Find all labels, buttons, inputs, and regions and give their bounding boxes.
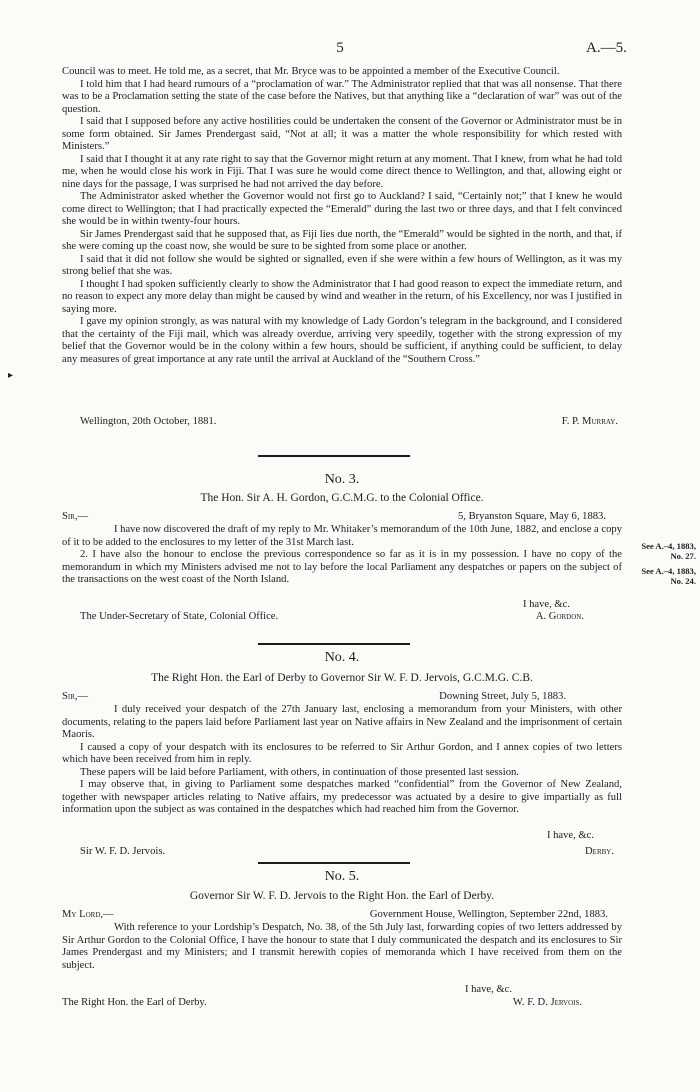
letter-title-no4: The Right Hon. the Earl of Derby to Governor Sir W. F. D. Jervois, G.C.M.G. C.B. [151, 672, 533, 684]
salutation: Sir,— [62, 511, 89, 522]
paragraph: I said that I thought it at any rate right to say that the Governor might return at any moment. That I knew, from what he had told me, when he would close his work in Fiji. That I was sure he would come direct thence to Wellington, and that, allowing eight or nine days for the passage, I was surprised he had not arrived the day before. [62, 153, 622, 190]
paragraph: I gave my opinion strongly, as was natural with my knowledge of Lady Gordon’s telegram in the background, and I considered that the certainty of the Fiji mail, which was already overdue, arriving very speedily, together with the strong expression of my belief that the Governor would be in the colony within a few hours, should be sufficient, if anything could be sufficient, to delay any measures of great importance at any rate until the arrival at Auckland of the “Southern Cross.” [62, 316, 622, 365]
paragraph: With reference to your Lordship’s Despatch, No. 38, of the 5th July last, forwarding copies of two letters addressed by Sir Arthur Gordon to the Colonial Office, I have the honour to state that I duly communicated the despatch and its enclosures to Sir James Prendergast and my Ministers; and I transmit herewith copies of memoranda which I have received from them on the subject. [62, 922, 622, 971]
closing: I have, &c. [464, 984, 512, 995]
letter-body-no5 [62, 922, 622, 972]
signature: F. P. Murray. [561, 416, 618, 427]
letter-body-no3 [62, 524, 622, 587]
salutation-address [62, 511, 622, 524]
paragraph: I have now discovered the draft of my reply to Mr. Whitaker’s memorandum of the 10th June, 1882, and enclose a copy of it to be added to the enclosures to my letter of the 31st March last. [62, 524, 622, 548]
paragraph: Council was to meet. He told me, as a secret, that Mr. Bryce was to be appointed a member of the Executive Council. [62, 66, 560, 77]
signoff-no4 [62, 846, 622, 859]
paragraph: I duly received your despatch of the 27th January last, enclosing a memorandum from your Ministers, with other documents, relating to the papers laid before Parliament last year on Native affairs in New Zealand and the imprisonment of certain Maoris. [62, 704, 622, 740]
paragraph: The Administrator asked whether the Governor would not first go to Auckland? I said, “Certainly not;” that I knew he would come direct to Wellington; that I had practically expected the “Emerald” during the last two or three days, and that I felt convinced she would be in within twenty-four hours. [62, 191, 622, 227]
paragraph: I thought I had spoken sufficiently clearly to show the Administrator that I had good reason to expect the immediate return, and no reason to expect any more delay than might be caused by wind and weather in the return, of his Excellency, nor was I justified in saying more. [62, 278, 622, 315]
recipient: Sir W. F. D. Jervois. [80, 846, 166, 857]
paragraph: I said that it did not follow she would be sighted or signalled, even if she were within a few hours of Wellington, as it was my strong belief that she was. [62, 253, 622, 277]
section-heading-no4: No. 4. [324, 650, 360, 665]
salutation-address [62, 691, 622, 704]
section-divider [258, 862, 410, 864]
margin-mark-icon: ▸ [8, 370, 14, 381]
signature: Derby. [585, 846, 614, 857]
margin-reference-1: See A.–4, 1883, No. 27. [641, 541, 696, 561]
section-divider [258, 455, 410, 457]
recipient: The Right Hon. the Earl of Derby. [62, 997, 207, 1008]
intro-text [62, 66, 622, 366]
paragraph: I told him that I had heard rumours of a “proclamation of war.” The Administrator replied that that was all nonsense. That there was to be a Proclamation setting the state of the case before the Natives, but that anything like a “declaration of war” was out of the question. [62, 78, 622, 115]
address: Government House, Wellington, September 22nd, 1883. [369, 909, 608, 920]
page-number: 5 [336, 40, 344, 56]
closing: I have, &c. [546, 830, 594, 841]
section-heading-no3: No. 3. [324, 472, 360, 487]
salutation: My Lord,— [62, 909, 114, 920]
address: 5, Bryanston Square, May 6, 1883. [457, 511, 606, 522]
paragraph: Sir James Prendergast said that he supposed that, as Fiji lies due north, the “Emerald” would be sighted in the north, and that, if she were coming up the coast now, she would be sure to be sighted from some place or another. [62, 228, 622, 252]
intro-signoff [62, 416, 622, 429]
letter-title-no5: Governor Sir W. F. D. Jervois to the Right Hon. the Earl of Derby. [189, 890, 495, 902]
document-reference: A.—5. [586, 40, 627, 56]
recipient: The Under-Secretary of State, Colonial Office. [80, 611, 279, 622]
paragraph: I said that I supposed before any active hostilities could be undertaken the consent of the Governor or Administrator must be in some form obtained. Sir James Prendergast said, “Not at all; it was a matter the whole responsibility for which rested with Ministers.” [62, 116, 622, 152]
paragraph: 2. I have also the honour to enclose the previous correspondence so far as it is in my possession. I have no copy of the memorandum in which my Ministers advised me not to lay before the local Parliament any despatches or papers on the subject of the transactions on the west coast of the North Island. [62, 549, 622, 585]
address: Downing Street, July 5, 1883. [439, 691, 566, 702]
signoff-no3 [62, 611, 622, 624]
signoff-no5 [62, 997, 622, 1010]
signature: W. F. D. Jervois. [512, 997, 582, 1008]
section-heading-no5: No. 5. [324, 869, 360, 884]
paragraph: I caused a copy of your despatch with its enclosures to be referred to Sir Arthur Gordon, and I annex copies of two letters which have been received from him in reply. [62, 741, 622, 765]
salutation: Sir,— [62, 691, 89, 702]
salutation-address [62, 909, 622, 922]
letter-title-no3: The Hon. Sir A. H. Gordon, G.C.M.G. to the Colonial Office. [200, 492, 484, 504]
signature: A. Gordon. [535, 611, 584, 622]
paragraph: I may observe that, in giving to Parliament some despatches marked “confidential” from the Governor of New Zealand, together with newspaper articles relating to Native affairs, my predecessor was actuated by a desire to give impartially as full information upon the subject as was contained in the despatches which had reached him from the Governor. [62, 779, 622, 815]
section-divider [258, 643, 410, 645]
letter-body-no4 [62, 704, 622, 817]
place-date: Wellington, 20th October, 1881. [80, 416, 217, 427]
paragraph: These papers will be laid before Parliament, with others, in continuation of those presented last session. [80, 766, 519, 778]
margin-reference-2: See A.–4, 1883, No. 24. [641, 566, 696, 586]
closing: I have, &c. [522, 599, 570, 610]
